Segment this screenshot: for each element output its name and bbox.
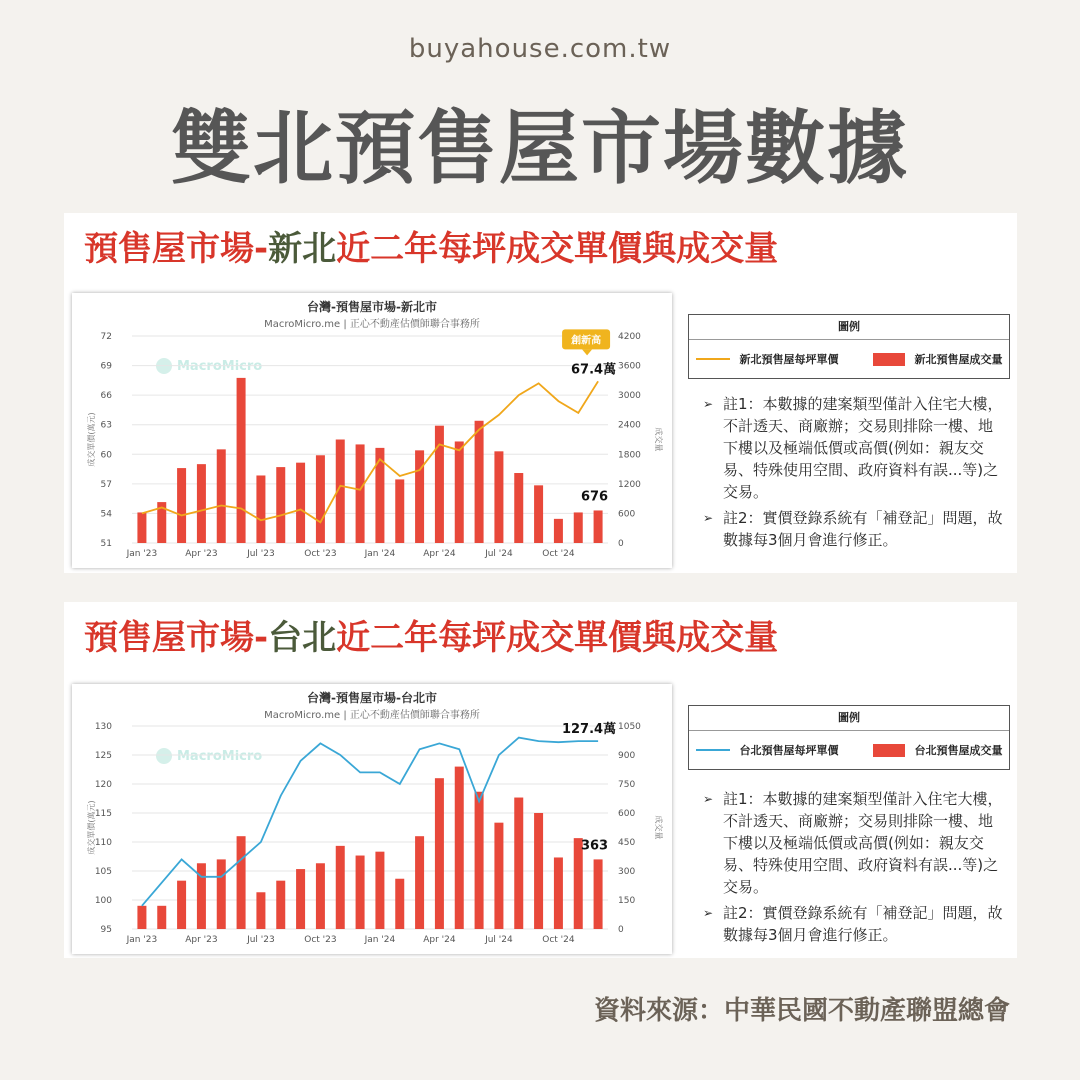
y-right-tick-label: 0	[618, 539, 624, 549]
bar	[177, 468, 186, 543]
legend	[688, 705, 1010, 770]
title-prefix: 預售屋市場-	[84, 229, 269, 269]
bar	[356, 444, 365, 543]
bar	[237, 378, 246, 543]
bar	[296, 869, 305, 929]
chart-svg	[72, 293, 672, 568]
bar	[594, 510, 603, 543]
badge-label: 創新高	[571, 335, 602, 347]
legend-bar-label: 新北預售屋成交量	[914, 353, 1003, 366]
bar	[554, 519, 563, 543]
y-left-tick-label: 72	[100, 332, 112, 342]
chart-subtitle: MacroMicro.me | 正心不動產估價師聯合事務所	[264, 319, 480, 330]
bar	[276, 881, 285, 929]
section-title	[84, 610, 778, 659]
bar	[455, 767, 464, 929]
title-prefix: 預售屋市場-	[84, 618, 269, 658]
bar	[415, 450, 424, 543]
y-right-tick-label: 1800	[618, 450, 641, 461]
y-left-tick-label: 105	[94, 867, 112, 877]
y-right-tick-label: 600	[618, 509, 636, 520]
bar	[494, 823, 503, 929]
arrow-icon: ➢	[703, 906, 714, 920]
bar	[594, 859, 603, 929]
x-tick-label: Jul '24	[485, 935, 513, 945]
bar	[217, 859, 226, 929]
bar	[395, 879, 404, 929]
bar	[356, 856, 365, 929]
y-right-tick-label: 300	[618, 867, 636, 877]
y-right-tick-label: 900	[618, 751, 636, 761]
y-left-tick-label: 110	[94, 838, 112, 848]
bar	[256, 892, 265, 929]
y-left-tick-label: 120	[94, 780, 112, 790]
legend-bar-swatch	[873, 353, 905, 366]
y-left-tick-label: 51	[100, 539, 112, 549]
section-taipei	[64, 602, 1017, 958]
x-tick-label: Apr '23	[185, 549, 218, 559]
bar	[137, 512, 146, 543]
x-tick-label: Oct '24	[542, 549, 575, 559]
legend-line-label: 台北預售屋每坪單價	[739, 744, 839, 757]
bar	[256, 475, 265, 543]
x-tick-label: Oct '24	[542, 935, 575, 945]
chart-container	[72, 293, 672, 568]
bar	[415, 836, 424, 929]
section-new-taipei	[64, 213, 1017, 573]
y-left-tick-label: 95	[100, 925, 112, 935]
site-url: buyahouse.com.tw	[408, 34, 672, 64]
bar	[475, 421, 484, 543]
x-tick-label: Jul '23	[247, 549, 275, 559]
y-left-tick-label: 100	[94, 896, 112, 906]
badge-pointer-icon	[582, 349, 592, 355]
y-right-tick-label: 1200	[618, 479, 641, 490]
chart-title: 台灣-預售屋市場-新北市	[307, 300, 437, 314]
x-tick-label: Jan '23	[126, 549, 158, 559]
bar	[375, 852, 384, 929]
title-city: 台北	[268, 618, 337, 658]
y-right-tick-label: 3000	[618, 391, 641, 402]
x-tick-label: Jan '23	[126, 935, 158, 945]
bar	[137, 906, 146, 929]
y-right-tick-label: 450	[618, 838, 636, 848]
x-tick-label: Jan '24	[364, 935, 396, 945]
x-tick-label: Oct '23	[304, 935, 337, 945]
chart-subtitle: MacroMicro.me | 正心不動產估價師聯合事務所	[264, 710, 480, 721]
y-right-tick-label: 2400	[618, 420, 641, 431]
bar	[395, 479, 404, 543]
y-left-tick-label: 125	[94, 751, 112, 761]
bar	[276, 467, 285, 543]
bar	[217, 449, 226, 543]
note-2: ➢ 註2：實價登錄系統有「補登記」問題，故數據每3個月會進行修正。	[703, 509, 1003, 549]
watermark-logo-icon	[156, 748, 172, 764]
bar-callout-label: 676	[580, 489, 609, 505]
y-right-tick-label: 1050	[618, 722, 641, 732]
bar	[316, 455, 325, 543]
y-left-tick-label: 63	[100, 420, 112, 431]
bar	[534, 485, 543, 543]
bar	[336, 846, 345, 929]
y-right-tick-label: 3600	[618, 361, 641, 372]
note-1: ➢ 註1：本數據的建案類型僅計入住宅大樓，不計透天、商廠辦；交易則排除一樓、地下樓以及極端低價或高價(例如：親友交易、特殊使用空間、政府資料有誤...等)之交易。	[703, 395, 1003, 501]
chart-title: 台灣-預售屋市場-台北市	[307, 691, 437, 705]
bar	[316, 863, 325, 929]
y-left-tick-label: 115	[94, 809, 112, 819]
price-line	[142, 381, 598, 522]
legend-line-swatch	[696, 749, 730, 751]
bar	[494, 451, 503, 543]
legend-line-label: 新北預售屋每坪單價	[739, 353, 839, 366]
y-left-axis-label: 成交單價(萬元)	[87, 800, 96, 855]
watermark: MacroMicro	[177, 749, 263, 764]
bar	[514, 798, 523, 929]
legend-header: 圖例	[689, 315, 1009, 340]
y-right-tick-label: 600	[618, 809, 636, 819]
y-right-tick-label: 4200	[618, 332, 641, 342]
x-tick-label: Jan '24	[364, 549, 396, 559]
note-1: ➢ 註1：本數據的建案類型僅計入住宅大樓，不計透天、商廠辦；交易則排除一樓、地下樓以及極端低價或高價(例如：親友交易、特殊使用空間、政府資料有誤...等)之交易。	[703, 790, 1003, 896]
x-tick-label: Jul '24	[485, 549, 513, 559]
y-left-tick-label: 54	[100, 509, 112, 520]
x-tick-label: Apr '24	[423, 935, 456, 945]
chart-svg	[72, 684, 672, 954]
x-tick-label: Apr '24	[423, 549, 456, 559]
y-left-tick-label: 60	[100, 450, 112, 461]
arrow-icon: ➢	[703, 792, 714, 806]
y-left-tick-label: 57	[100, 479, 112, 490]
bar	[157, 906, 166, 929]
title-suffix: 近二年每坪成交單價與成交量	[336, 229, 779, 269]
section-title	[84, 221, 778, 270]
y-right-tick-label: 0	[618, 925, 624, 935]
notes	[701, 788, 1007, 950]
y-right-axis-label: 成交量	[654, 815, 663, 840]
x-tick-label: Apr '23	[185, 935, 218, 945]
y-right-tick-label: 150	[618, 896, 636, 906]
title-suffix: 近二年每坪成交單價與成交量	[336, 618, 779, 658]
legend	[688, 314, 1010, 379]
y-left-tick-label: 66	[100, 391, 112, 402]
line-callout-label: 127.4萬	[561, 722, 617, 738]
legend-line-swatch	[696, 358, 730, 360]
y-left-tick-label: 69	[100, 361, 112, 372]
watermark: MacroMicro	[177, 359, 263, 374]
bar	[296, 463, 305, 543]
notes	[701, 393, 1007, 555]
bar	[435, 426, 444, 543]
bar	[237, 836, 246, 929]
page-title: 雙北預售屋市場數據	[171, 102, 909, 195]
bar	[177, 881, 186, 929]
y-left-tick-label: 130	[94, 722, 112, 732]
arrow-icon: ➢	[703, 511, 714, 525]
source-credit: 資料來源：中華民國不動產聯盟總會	[593, 996, 1010, 1026]
bar	[475, 792, 484, 929]
bar	[455, 441, 464, 543]
y-right-tick-label: 750	[618, 780, 636, 790]
arrow-icon: ➢	[703, 397, 714, 411]
bar	[554, 857, 563, 929]
y-left-axis-label: 成交單價(萬元)	[87, 412, 96, 467]
chart-container	[72, 684, 672, 954]
title-city: 新北	[268, 229, 337, 269]
legend-bar-swatch	[873, 744, 905, 757]
bar	[574, 512, 583, 543]
bar	[514, 473, 523, 543]
bar-callout-label: 363	[580, 838, 609, 854]
legend-header: 圖例	[689, 706, 1009, 731]
legend-bar-label: 台北預售屋成交量	[914, 744, 1003, 757]
line-callout-label: 67.4萬	[571, 362, 617, 378]
bar	[435, 778, 444, 929]
bar	[534, 813, 543, 929]
x-tick-label: Jul '23	[247, 935, 275, 945]
bar	[197, 464, 206, 543]
x-tick-label: Oct '23	[304, 549, 337, 559]
y-right-axis-label: 成交量	[654, 427, 663, 452]
note-2: ➢ 註2：實價登錄系統有「補登記」問題，故數據每3個月會進行修正。	[703, 904, 1003, 944]
